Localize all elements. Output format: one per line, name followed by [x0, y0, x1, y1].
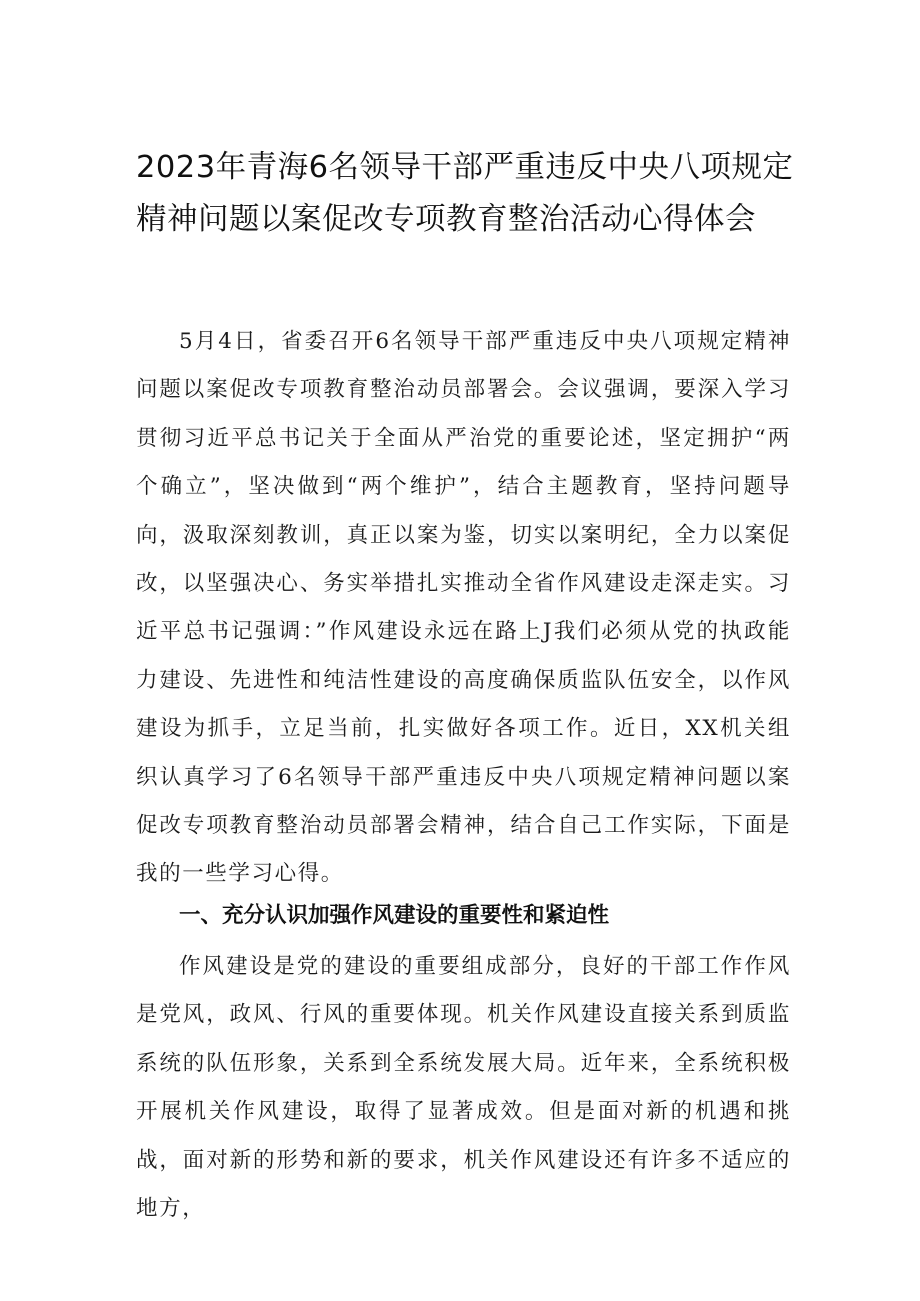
intro-paragraph: 5月4日，省委召开6名领导干部严重违反中央八项规定精神问题以案促改专项教育整治动员部署会。会议强调，要深入学习贯彻习近平总书记关于全面从严治党的重要论述，坚定拥护“两个确立”，坚决做到“两个维护”，结合主题教育，坚持问题导向，汲取深刻教训，真正以案为鉴，切实以案明纪，全力以案促改，以坚强决心、务实举措扎实推动全省作风建设走深走实。习近平总书记强调：”作风建设永远在路上J我们必须从党的执政能力建设、先进性和纯洁性建设的高度确保质监队伍安全，以作风建设为抓手，立足当前，扎实做好各项工作。近日，XX机关组织认真学习了6名领导干部严重违反中央八项规定精神问题以案促改专项教育整治动员部署会精神，结合自己工作实际，下面是我的一些学习心得。: [136, 329, 791, 887]
document-title: 2023年青海6名领导干部严重违反中央八项规定精神问题以案促改专项教育整治活动心得体会: [136, 150, 794, 237]
section-paragraph: 作风建设是党的建设的重要组成部分，良好的干部工作作风是党风，政风、行风的重要体现。机关作风建设直接关系到质监系统的队伍形象，关系到全系统发展大局。近年来，全系统积极开展机关作风建设，取得了显著成效。但是面对新的机遇和挑战，面对新的形势和新的要求，机关作风建设还有许多不适应的地方，: [136, 954, 791, 1222]
section-heading: 一、充分认识加强作风建设的重要性和紧迫性: [179, 903, 610, 928]
